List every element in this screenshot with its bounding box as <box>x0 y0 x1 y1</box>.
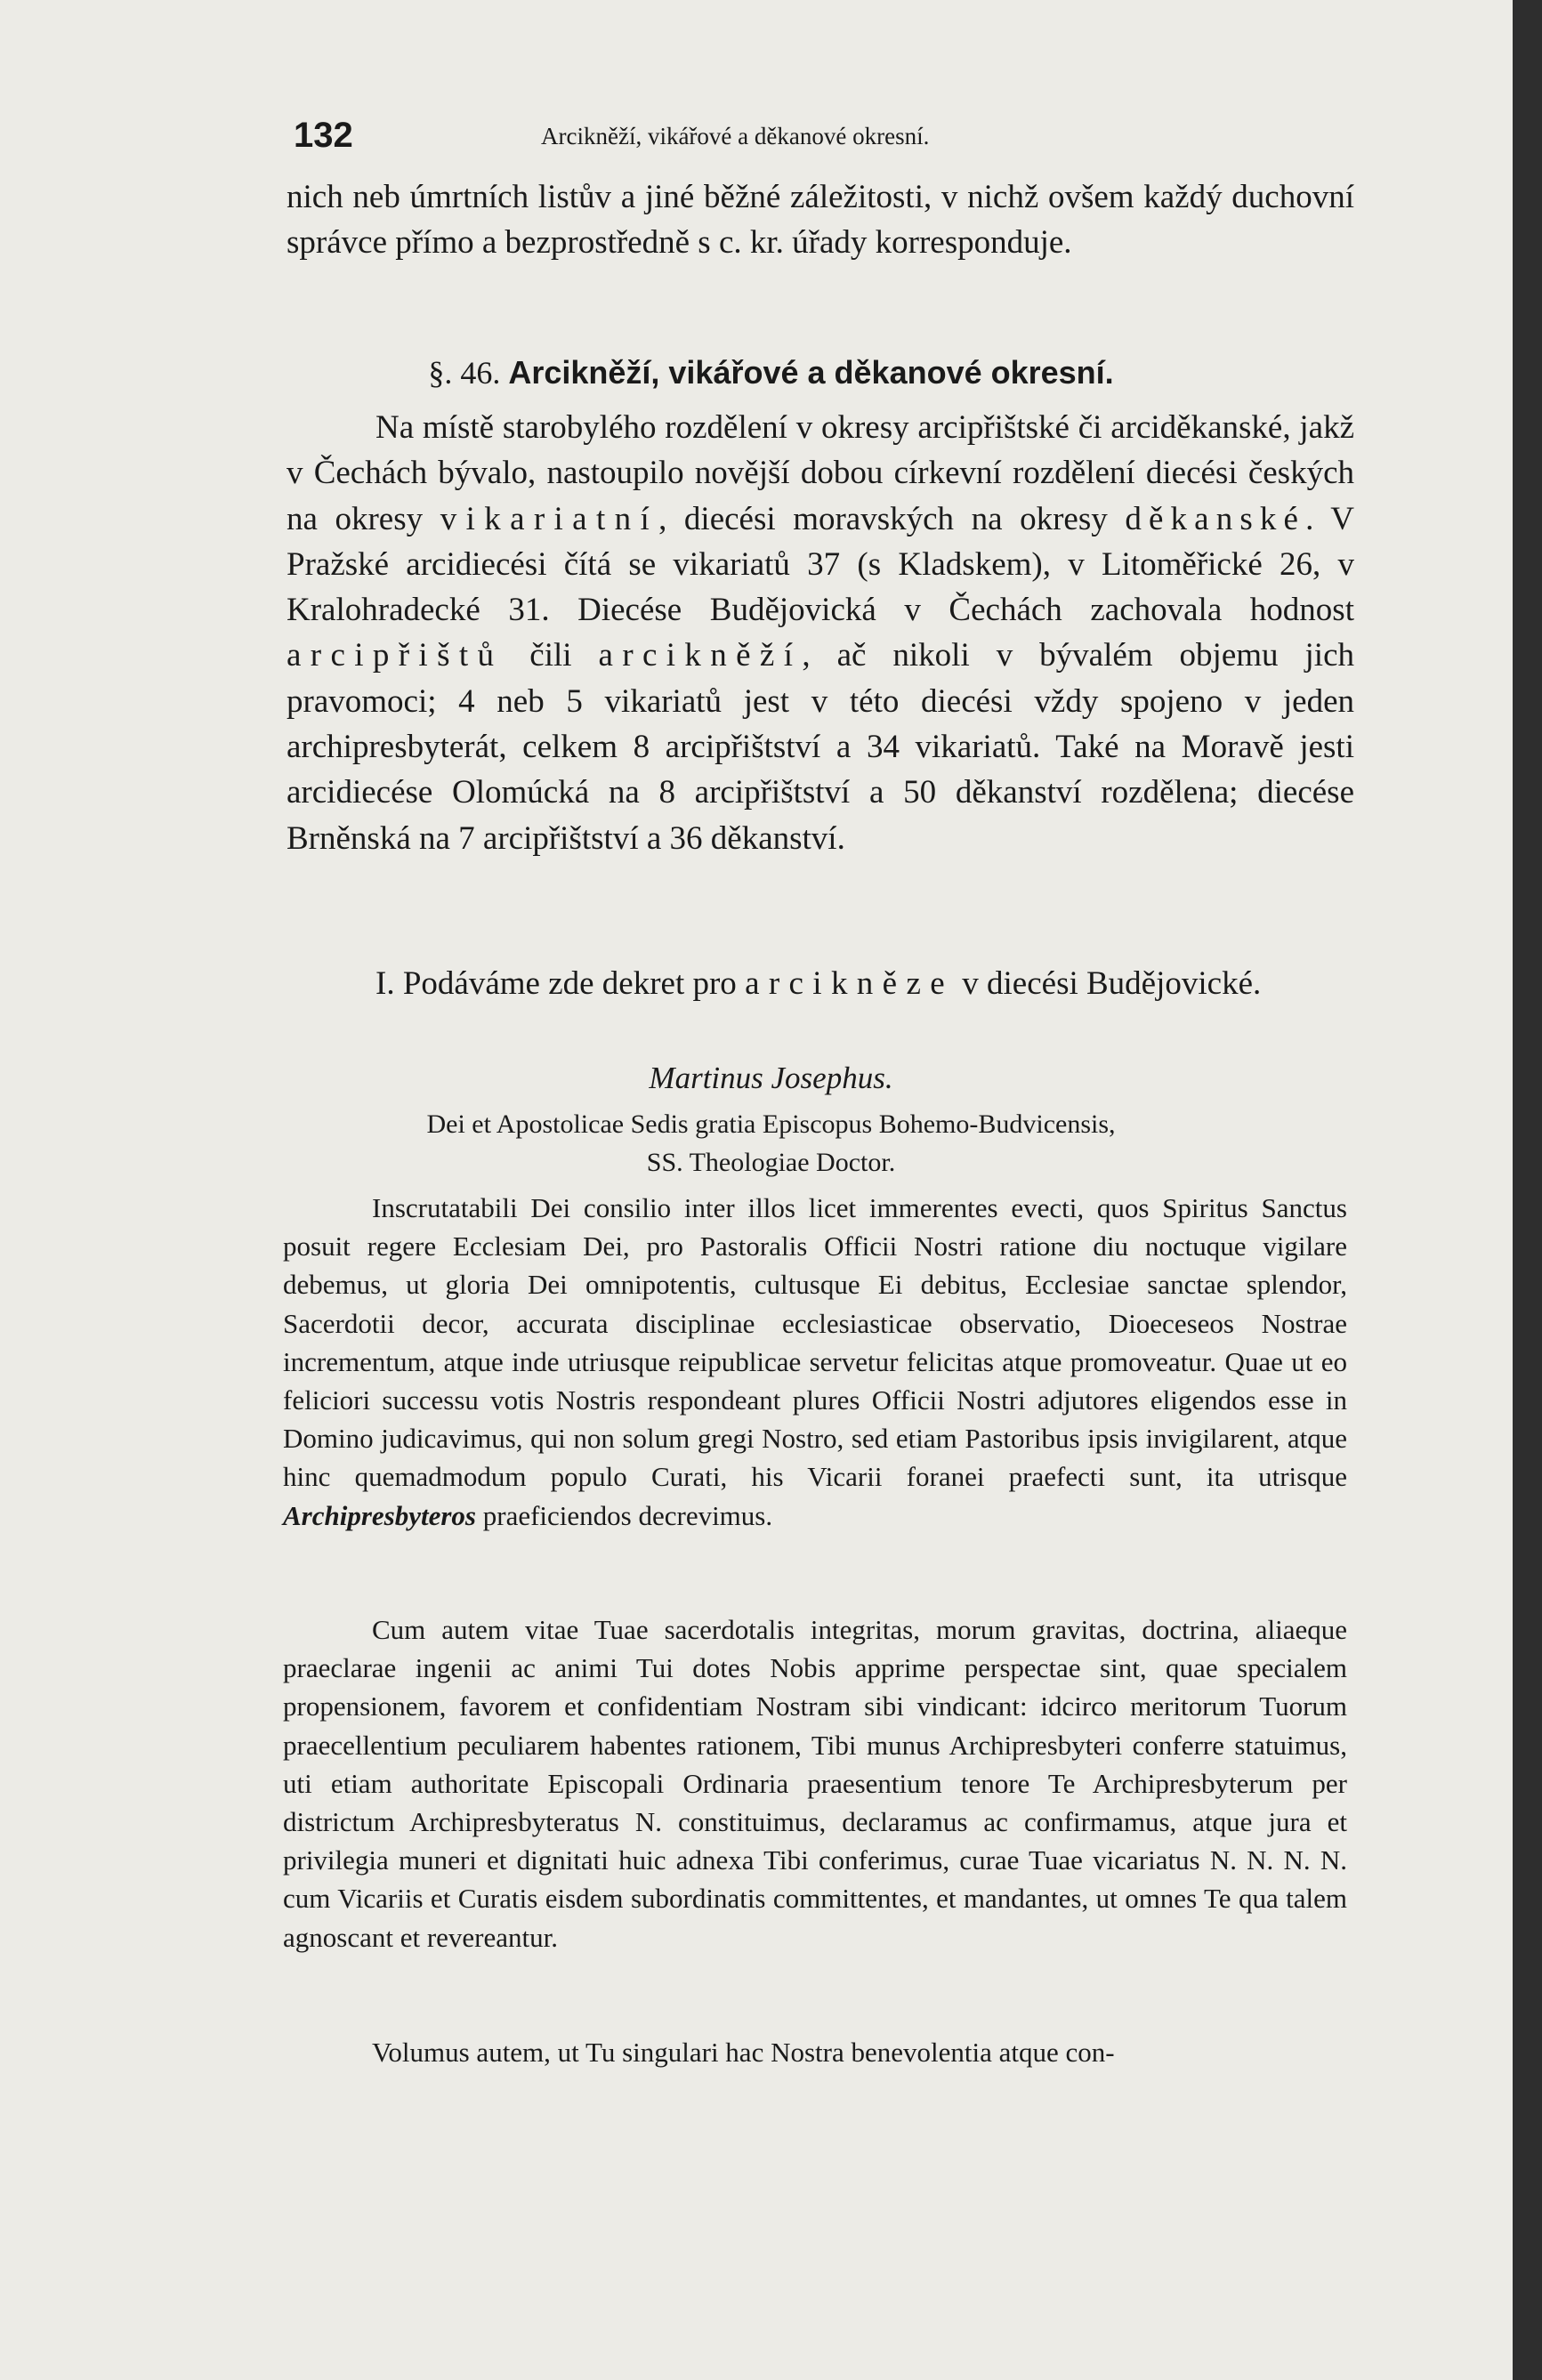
section-number: §. 46. <box>428 355 501 391</box>
latin-paragraph-2: Cum autem vitae Tuae sacerdotalis integritas, morum gravitas, doctrina, aliaeque praeclarae ingenii ac animi Tui dotes Nobis apprime perspectae sint, quae specialem propensionem, favorem et confidentiam Nostram sibi vindicant: idcirco meritorum Tuorum praecellentium peculiarem habentes rationem, Tibi munus Archipresbyteri conferre statuimus, uti etiam authoritate Episcopali Ordinaria praesentium tenore Te Archipresbyterum per districtum Archipresbyteratus N. constituimus, declaramus ac confirmamus, atque jura et privilegia muneri et dignitati huic adnexa Tibi conferimus, curae Tuae vicariatus N. N. N. N. cum Vicariis et Curatis eisdem subordinatis committentes, et mandantes, ut omnes Te qua talem agnoscant et revereantur. <box>283 1614 1347 1953</box>
signature-title: Dei et Apostolicae Sedis gratia Episcopus Bohemo-Budvicensis, <box>426 1109 1116 1139</box>
signature-name: Martinus Josephus. <box>649 1061 893 1095</box>
signature-degree: SS. Theologiae Doctor. <box>646 1148 896 1177</box>
main-paragraph <box>287 405 1354 861</box>
main-text-5: , ač nikoli v bývalém objemu jich pravomoci; 4 neb 5 vikariatů jest v této diecési vždy spojeno v jeden archipresbyterát, celkem 8 arcipřištství a 34 vikariatů. Také na Moravě jesti arcidiecése Olomúcká na 8 arcipřištství a 50 děkanství rozdělena; diecése Brněnská na 7 arcipřištství a 36 děkanství. <box>287 637 1354 857</box>
running-title: Arcikněží, vikářové a děkanové okresní. <box>541 123 930 149</box>
roman-text-1: I. Podáváme zde dekret pro <box>375 965 746 1002</box>
roman-text-2: v diecési Budějovické. <box>954 965 1262 1002</box>
term-arciknize: arcikněze <box>745 965 955 1002</box>
section-heading <box>0 354 1542 391</box>
main-text-1: Na místě starobylého rozdělení v okresy arcipřištské či arciděkanské, jakž v Čechách bývalo, nastoupilo novější dobou církevní rozdělení diecési českých na okresy <box>287 409 1354 537</box>
term-vikariatni: vikariatní <box>440 500 659 537</box>
term-arcikneži: arcikněží <box>598 637 803 674</box>
main-text-3: . V Pražské arcidiecési čítá se vikariatů 37 (s Kladskem), v Litoměřické 26, v Kralohradecké 31. Diecése Budějovická v Čechách zachovala hodnost <box>287 500 1354 629</box>
latin-paragraph-1 <box>283 1189 1347 1535</box>
term-arciprištu: arcipřištů <box>287 637 504 674</box>
intro-paragraph: nich neb úmrtních listův a jiné běžné záležitosti, v nichž ovšem každý duchovní správce přímo a bezprostředně s c. kr. úřady korresponduje. <box>287 179 1354 261</box>
page-header <box>294 116 1361 160</box>
scan-edge <box>1513 0 1542 2380</box>
term-dekanske: děkanské <box>1125 500 1306 537</box>
latin-paragraph-3: Volumus autem, ut Tu singulari hac Nostra benevolentia atque con- <box>372 2037 1115 2068</box>
section-title: Arcikněží, vikářové a děkanové okresní. <box>508 354 1114 391</box>
latin-1-text: Inscrutatabili Dei consilio inter illos licet immerentes evecti, quos Spiritus Sanctus posuit regere Ecclesiam Dei, pro Pastoralis Officii Nostri ratione diu noctuque vigilare debemus, ut gloria Dei omnipotentis, cultusque Ei debitus, Ecclesiae sanctae splendor, Sacerdotii decor, accurata disciplinae ecclesiasticae observatio, Dioeceseos Nostrae incrementum, atque inde utriusque reipublicae servetur felicitas atque promoveatur. Quae ut eo feliciori successu votis Nostris respondeant plures Officii Nostri adjutores eligendos esse in Domino judicavimus, qui non solum gregi Nostro, sed etiam Pastoribus ipsis invigilarent, atque hinc quemadmodum populo Curati, his Vicarii foranei praefecti sunt, ita utrisque <box>283 1192 1347 1493</box>
term-archipresbyteros: Archipresbyteros <box>283 1499 476 1531</box>
page-number: 132 <box>294 116 353 155</box>
main-text-4: čili <box>503 637 599 674</box>
latin-1-text-end: praeficiendos decrevimus. <box>476 1499 773 1531</box>
roman-paragraph <box>287 961 1354 1006</box>
main-text-2: , diecési moravských na okresy <box>658 500 1126 537</box>
